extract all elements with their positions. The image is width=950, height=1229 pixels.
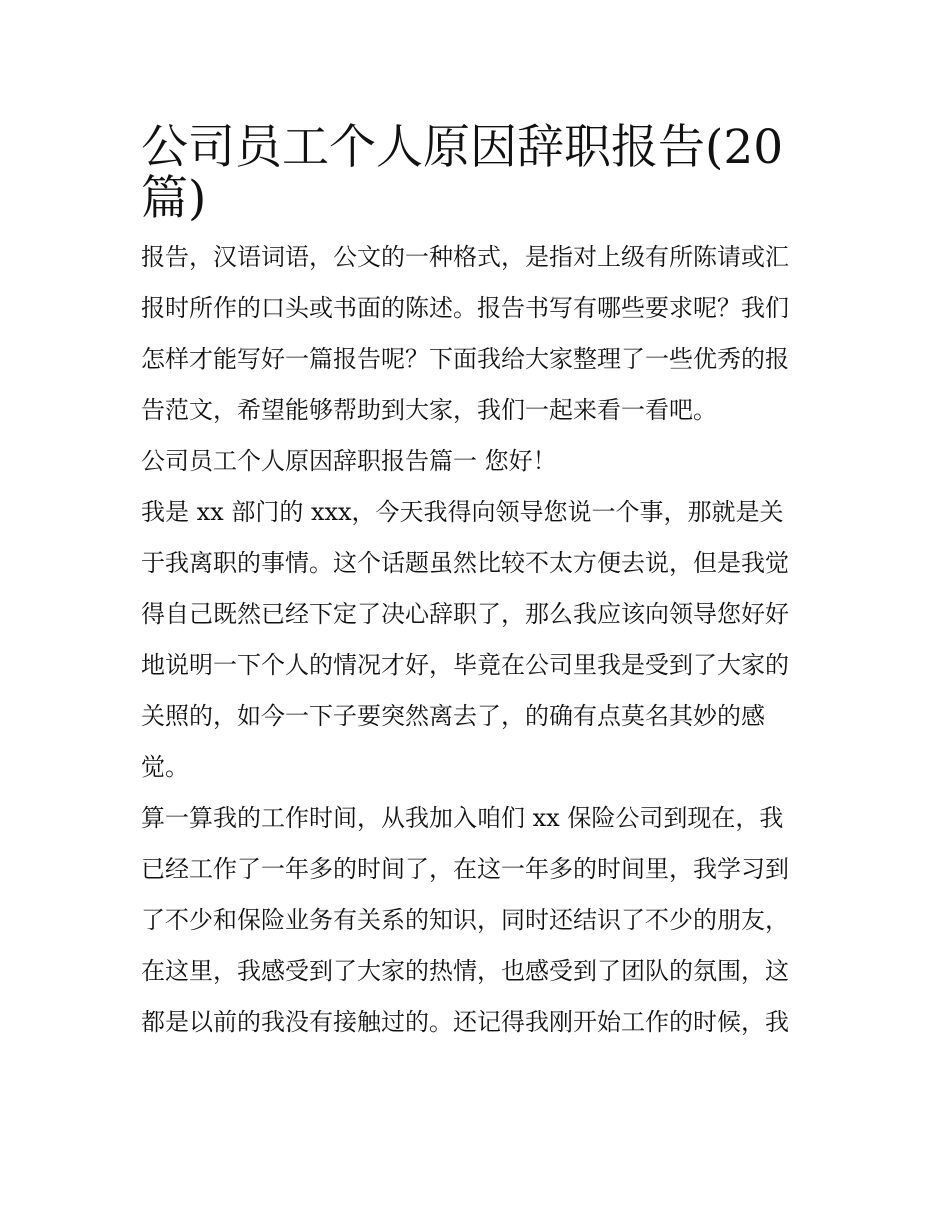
text-line: 告范文，希望能够帮助到大家，我们一起来看一看吧。 — [141, 396, 717, 424]
text-line: 关照的，如今一下子要突然离去了，的确有点莫名其妙的感 — [141, 702, 765, 730]
text-line: 地说明一下个人的情况才好，毕竟在公司里我是受到了大家的 — [141, 651, 789, 679]
intro-paragraph — [141, 232, 813, 436]
text-line: 了不少和保险业务有关系的知识，同时还结识了不少的朋友， — [141, 906, 789, 934]
body-paragraph — [141, 487, 813, 793]
document-content — [141, 112, 813, 1048]
text-line: 于我离职的事情。这个话题虽然比较不太方便去说，但是我觉 — [141, 549, 789, 577]
text-line: 觉。 — [141, 753, 189, 781]
title-line: 公司员工个人原因辞职报告(20 — [141, 120, 784, 175]
section-heading-paragraph — [141, 436, 813, 487]
text-line: 我是 xx 部门的 xxx，今天我得向领导您说一个事，那就是关 — [141, 498, 784, 526]
text-line: 怎样才能写好一篇报告呢？下面我给大家整理了一些优秀的报 — [141, 345, 789, 373]
document-body — [141, 232, 813, 1048]
text-line: 报时所作的口头或书面的陈述。报告书写有哪些要求呢？我们 — [141, 294, 789, 322]
text-line: 已经工作了一年多的时间了，在这一年多的时间里，我学习到 — [141, 855, 789, 883]
text-line: 都是以前的我没有接触过的。还记得我刚开始工作的时候，我 — [141, 1008, 789, 1036]
title-line: 篇) — [141, 171, 207, 226]
text-line: 公司员工个人原因辞职报告篇一 您好！ — [141, 447, 557, 475]
document-title — [141, 112, 813, 226]
text-line: 得自己既然已经下定了决心辞职了，那么我应该向领导您好好 — [141, 600, 789, 628]
text-line: 报告，汉语词语，公文的一种格式，是指对上级有所陈请或汇 — [141, 243, 789, 271]
text-line: 算一算我的工作时间，从我加入咱们 xx 保险公司到现在，我 — [141, 804, 784, 832]
text-line: 在这里，我感受到了大家的热情，也感受到了团队的氛围，这 — [141, 957, 789, 985]
body-paragraph — [141, 793, 813, 1048]
